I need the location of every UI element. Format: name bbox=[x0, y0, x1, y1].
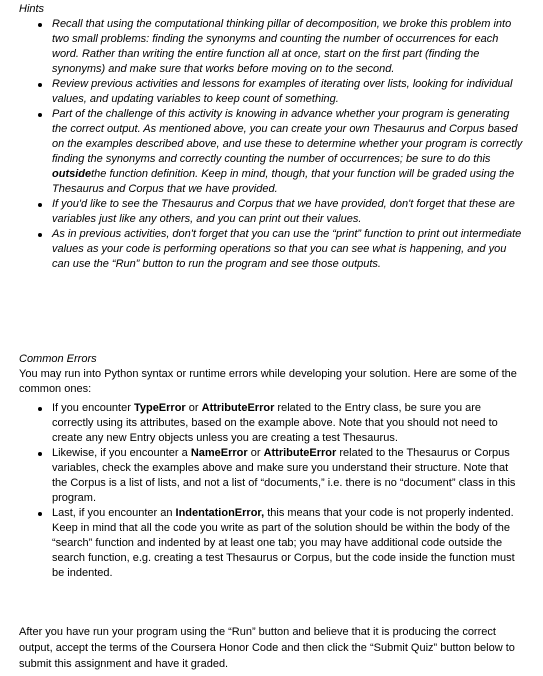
bullet-icon bbox=[38, 233, 42, 237]
error-text: related to the Entry class, be sure you are correctly using its attributes, based on the example above. Note that you should not need to create any new Entry objects unless you are creating a test Thesaurus. bbox=[52, 402, 498, 444]
bullet-icon bbox=[38, 407, 42, 411]
error-text: Last, if you encounter an bbox=[52, 507, 176, 519]
error-text: or bbox=[185, 402, 202, 414]
bullet-icon bbox=[38, 203, 42, 207]
bullet-icon bbox=[38, 23, 42, 27]
error-text: this means that your code is not properly indented. Keep in mind that all the code you write as part of the solution should be within the body of the “search” function and indented by at least one tab; you may have additional code outside the search function, e.g. creating a test Thesaurus or Corpus, but the code inside the function must be indented. bbox=[52, 507, 515, 579]
error-text: or bbox=[247, 447, 264, 459]
error-name: TypeError bbox=[133, 402, 186, 414]
errors-list bbox=[19, 401, 525, 581]
hint-text-bold: outside bbox=[52, 168, 92, 180]
common-errors-intro: You may run into Python syntax or runtime errors while developing your solution. Here are some of the common ones: bbox=[19, 368, 517, 395]
error-text: If you encounter bbox=[52, 402, 134, 414]
error-text: Likewise, if you encounter a bbox=[52, 447, 191, 459]
hint-item-decomposition bbox=[19, 17, 525, 77]
hints-list bbox=[19, 17, 525, 272]
hint-text: As in previous activities, don't forget that you can use the “print” function to print out intermediate values as your code is performing operations so that you can see what is happening, and you can use the “Run” button to run the program and see those outputs. bbox=[52, 228, 522, 270]
error-item-indentationerror bbox=[19, 506, 525, 581]
error-item-typeerror bbox=[19, 401, 525, 446]
error-item-nameerror bbox=[19, 446, 525, 506]
hint-item-correct-output bbox=[19, 107, 525, 197]
error-name: NameError bbox=[190, 447, 248, 459]
hint-text: Recall that using the computational thinking pillar of decomposition, we broke this problem into two small problems: finding the synonyms and counting the number of occurrences for each word. Rather than writing the entire function all at once, start on the first part (finding the synonyms) and make sure that works before moving on to the second. bbox=[52, 18, 512, 75]
hints-heading: Hints bbox=[19, 3, 45, 15]
error-name: AttributeError bbox=[263, 447, 337, 459]
hint-item-variables bbox=[19, 197, 525, 227]
hint-item-iterating bbox=[19, 77, 525, 107]
bullet-icon bbox=[38, 83, 42, 87]
hint-item-print bbox=[19, 227, 525, 272]
common-errors-heading: Common Errors bbox=[19, 353, 97, 365]
hint-text-before: Part of the challenge of this activity is knowing in advance whether your program is generating the correct output. As mentioned above, you can create your own Thesaurus and Corpus based on the examples described above, and use these to determine whether your program is correctly finding the synonyms and correctly counting the number of occurrences; be sure to do this bbox=[52, 108, 523, 165]
submission-instructions: After you have run your program using the “Run” button and believe that it is producing the correct output, accept the terms of the Coursera Honor Code and then click the “Submit Quiz” button below to submit this assignment and have it graded. bbox=[19, 626, 515, 670]
hint-text: If you'd like to see the Thesaurus and Corpus that we have provided, don't forget that these are variables just like any others, and you can print out their values. bbox=[52, 198, 515, 225]
bullet-icon bbox=[38, 113, 42, 117]
error-name: IndentationError, bbox=[175, 507, 265, 519]
hint-text-after: the function definition. Keep in mind, though, that your function will be graded using the Thesaurus and Corpus that we have provided. bbox=[52, 168, 515, 195]
error-name: AttributeError bbox=[201, 402, 275, 414]
bullet-icon bbox=[38, 452, 42, 456]
hint-text: Review previous activities and lessons for examples of iterating over lists, looking for individual values, and updating variables to keep count of something. bbox=[52, 78, 513, 105]
error-text: related to the Thesaurus or Corpus variables, check the examples above and make sure you understand their structure. Note that the Corpus is a list of lists, and not a list of “documents,” i.e. there is no “document” class in this program. bbox=[52, 447, 516, 504]
bullet-icon bbox=[38, 512, 42, 516]
